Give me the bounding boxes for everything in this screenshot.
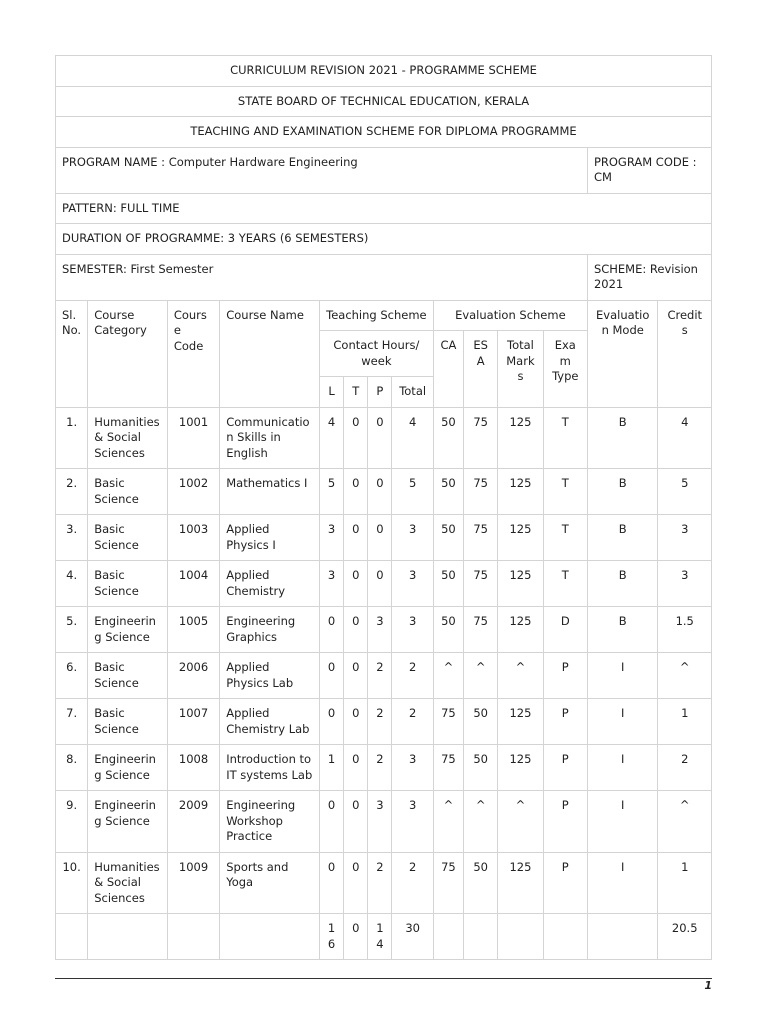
cell-t: 0 (344, 852, 368, 914)
table-row (56, 561, 712, 607)
cell-exam-type: T (543, 469, 587, 515)
cell-esa: 75 (464, 469, 498, 515)
cell-ca: 50 (433, 561, 463, 607)
cell-ca: 50 (433, 469, 463, 515)
cell-esa: 50 (464, 745, 498, 791)
cell-l: 0 (319, 607, 343, 653)
table-row (56, 407, 712, 469)
cell-total-marks: 125 (498, 699, 543, 745)
col-header-evaluation-mode: Evaluation Mode (587, 300, 658, 407)
col-header-evaluation-scheme: Evaluation Scheme (433, 300, 587, 331)
cell-p: 3 (368, 791, 392, 853)
cell-category: Humanities & Social Sciences (88, 407, 168, 469)
cell-category: Engineering Science (88, 745, 168, 791)
cell-credits: 3 (658, 561, 712, 607)
cell-course-name: Mathematics I (220, 469, 320, 515)
cell-course-name: Applied Chemistry Lab (220, 699, 320, 745)
cell-l: 0 (319, 791, 343, 853)
semester: SEMESTER: First Semester (56, 254, 588, 300)
cell-total: 2 (392, 852, 433, 914)
table-row (56, 745, 712, 791)
cell-total: 3 (392, 745, 433, 791)
cell-eval-mode: B (587, 515, 658, 561)
cell-eval-mode: B (587, 561, 658, 607)
cell-esa: 50 (464, 699, 498, 745)
footer-divider (55, 978, 712, 979)
cell-course-name: Sports and Yoga (220, 852, 320, 914)
cell-p: 2 (368, 745, 392, 791)
cell-l: 0 (319, 852, 343, 914)
cell-exam-type: P (543, 653, 587, 699)
cell-course-name: Applied Physics I (220, 515, 320, 561)
pattern: PATTERN: FULL TIME (56, 193, 712, 224)
cell-credits: ^ (658, 791, 712, 853)
cell-total-marks: ^ (498, 791, 543, 853)
cell-total-marks: 125 (498, 745, 543, 791)
cell-ca: 50 (433, 607, 463, 653)
programme-scheme-table (55, 55, 712, 960)
cell-eval-mode: I (587, 653, 658, 699)
col-header-total-marks: Total Marks (498, 331, 543, 408)
table-row (56, 515, 712, 561)
cell-category: Basic Science (88, 699, 168, 745)
cell-exam-type: T (543, 407, 587, 469)
cell-p: 0 (368, 407, 392, 469)
cell-eval-mode: I (587, 699, 658, 745)
cell-code: 2009 (167, 791, 219, 853)
table-row (56, 791, 712, 853)
program-code: PROGRAM CODE : CM (587, 147, 711, 193)
cell-sl-no: 1. (56, 407, 88, 469)
col-header-ca: CA (433, 331, 463, 408)
title-line-3: TEACHING AND EXAMINATION SCHEME FOR DIPLOMA PROGRAMME (56, 117, 712, 148)
cell-t: 0 (344, 407, 368, 469)
col-header-sl-no: Sl. No. (56, 300, 88, 407)
col-header-course-name: Course Name (220, 300, 320, 407)
total-t: 0 (344, 914, 368, 960)
cell-ca: 75 (433, 745, 463, 791)
cell-eval-mode: I (587, 852, 658, 914)
col-header-p: P (368, 377, 392, 408)
cell-sl-no: 5. (56, 607, 88, 653)
cell-credits: 2 (658, 745, 712, 791)
cell-t: 0 (344, 469, 368, 515)
cell-credits: ^ (658, 653, 712, 699)
cell-total: 4 (392, 407, 433, 469)
table-row (56, 852, 712, 914)
col-header-l: L (319, 377, 343, 408)
cell-code: 1004 (167, 561, 219, 607)
cell-l: 3 (319, 561, 343, 607)
cell-exam-type: P (543, 791, 587, 853)
cell-eval-mode: I (587, 745, 658, 791)
cell-t: 0 (344, 607, 368, 653)
cell-exam-type: P (543, 699, 587, 745)
cell-eval-mode: I (587, 791, 658, 853)
title-line-2: STATE BOARD OF TECHNICAL EDUCATION, KERALA (56, 86, 712, 117)
cell-total-marks: 125 (498, 561, 543, 607)
cell-total: 3 (392, 515, 433, 561)
cell-eval-mode: B (587, 469, 658, 515)
cell-credits: 3 (658, 515, 712, 561)
cell-ca: 75 (433, 852, 463, 914)
cell-code: 1008 (167, 745, 219, 791)
cell-sl-no: 2. (56, 469, 88, 515)
page-number: 1 (704, 979, 712, 992)
total-hours: 30 (392, 914, 433, 960)
cell-l: 1 (319, 745, 343, 791)
table-row (56, 653, 712, 699)
total-l: 16 (319, 914, 343, 960)
cell-esa: 75 (464, 515, 498, 561)
cell-code: 1005 (167, 607, 219, 653)
cell-t: 0 (344, 791, 368, 853)
col-header-credits: Credits (658, 300, 712, 407)
cell-total: 3 (392, 791, 433, 853)
col-header-total: Total (392, 377, 433, 408)
cell-sl-no: 4. (56, 561, 88, 607)
cell-l: 0 (319, 699, 343, 745)
table-row (56, 607, 712, 653)
cell-sl-no: 10. (56, 852, 88, 914)
cell-ca: ^ (433, 653, 463, 699)
cell-t: 0 (344, 515, 368, 561)
cell-total: 3 (392, 607, 433, 653)
cell-code: 1001 (167, 407, 219, 469)
cell-l: 4 (319, 407, 343, 469)
cell-course-name: Applied Physics Lab (220, 653, 320, 699)
cell-total: 2 (392, 699, 433, 745)
col-header-course-code: Course Code (167, 300, 219, 407)
cell-exam-type: T (543, 515, 587, 561)
cell-p: 2 (368, 653, 392, 699)
cell-code: 1003 (167, 515, 219, 561)
total-p: 14 (368, 914, 392, 960)
cell-sl-no: 6. (56, 653, 88, 699)
cell-t: 0 (344, 653, 368, 699)
cell-category: Basic Science (88, 653, 168, 699)
cell-total-marks: 125 (498, 469, 543, 515)
cell-p: 0 (368, 515, 392, 561)
cell-sl-no: 8. (56, 745, 88, 791)
cell-total-marks: 125 (498, 407, 543, 469)
title-line-1: CURRICULUM REVISION 2021 - PROGRAMME SCHEME (56, 56, 712, 87)
cell-course-name: Introduction to IT systems Lab (220, 745, 320, 791)
total-credits: 20.5 (658, 914, 712, 960)
cell-esa: ^ (464, 791, 498, 853)
cell-total: 5 (392, 469, 433, 515)
cell-code: 2006 (167, 653, 219, 699)
cell-exam-type: T (543, 561, 587, 607)
cell-sl-no: 3. (56, 515, 88, 561)
cell-exam-type: P (543, 745, 587, 791)
cell-sl-no: 9. (56, 791, 88, 853)
cell-total-marks: 125 (498, 852, 543, 914)
cell-category: Humanities & Social Sciences (88, 852, 168, 914)
cell-course-name: Engineering Workshop Practice (220, 791, 320, 853)
col-header-course-category: Course Category (88, 300, 168, 407)
cell-credits: 5 (658, 469, 712, 515)
cell-exam-type: P (543, 852, 587, 914)
col-header-t: T (344, 377, 368, 408)
cell-code: 1002 (167, 469, 219, 515)
cell-esa: 75 (464, 407, 498, 469)
cell-l: 5 (319, 469, 343, 515)
cell-course-name: Applied Chemistry (220, 561, 320, 607)
cell-category: Basic Science (88, 515, 168, 561)
table-body (56, 56, 712, 960)
cell-course-name: Engineering Graphics (220, 607, 320, 653)
cell-p: 2 (368, 852, 392, 914)
cell-t: 0 (344, 561, 368, 607)
cell-ca: 75 (433, 699, 463, 745)
totals-row (56, 914, 712, 960)
cell-code: 1009 (167, 852, 219, 914)
cell-credits: 1 (658, 852, 712, 914)
cell-category: Basic Science (88, 561, 168, 607)
cell-credits: 1.5 (658, 607, 712, 653)
program-name: PROGRAM NAME : Computer Hardware Engineering (56, 147, 588, 193)
cell-t: 0 (344, 699, 368, 745)
table-row (56, 699, 712, 745)
col-header-exam-type: Exam Type (543, 331, 587, 408)
duration: DURATION OF PROGRAMME: 3 YEARS (6 SEMESTERS) (56, 224, 712, 255)
cell-code: 1007 (167, 699, 219, 745)
cell-p: 0 (368, 561, 392, 607)
cell-t: 0 (344, 745, 368, 791)
cell-p: 2 (368, 699, 392, 745)
cell-p: 3 (368, 607, 392, 653)
cell-sl-no: 7. (56, 699, 88, 745)
cell-category: Engineering Science (88, 607, 168, 653)
scheme: SCHEME: Revision 2021 (587, 254, 711, 300)
cell-ca: 50 (433, 515, 463, 561)
cell-total: 2 (392, 653, 433, 699)
cell-l: 0 (319, 653, 343, 699)
cell-ca: ^ (433, 791, 463, 853)
cell-category: Basic Science (88, 469, 168, 515)
cell-eval-mode: B (587, 607, 658, 653)
cell-esa: 50 (464, 852, 498, 914)
cell-total-marks: ^ (498, 653, 543, 699)
cell-credits: 4 (658, 407, 712, 469)
cell-total-marks: 125 (498, 607, 543, 653)
cell-credits: 1 (658, 699, 712, 745)
col-header-esa: ESA (464, 331, 498, 408)
cell-course-name: Communication Skills in English (220, 407, 320, 469)
cell-esa: 75 (464, 607, 498, 653)
cell-ca: 50 (433, 407, 463, 469)
cell-esa: ^ (464, 653, 498, 699)
cell-total: 3 (392, 561, 433, 607)
cell-eval-mode: B (587, 407, 658, 469)
col-header-contact-hours: Contact Hours/ week (319, 331, 433, 377)
cell-esa: 75 (464, 561, 498, 607)
cell-exam-type: D (543, 607, 587, 653)
col-header-teaching-scheme: Teaching Scheme (319, 300, 433, 331)
cell-p: 0 (368, 469, 392, 515)
cell-total-marks: 125 (498, 515, 543, 561)
cell-category: Engineering Science (88, 791, 168, 853)
cell-l: 3 (319, 515, 343, 561)
table-row (56, 469, 712, 515)
